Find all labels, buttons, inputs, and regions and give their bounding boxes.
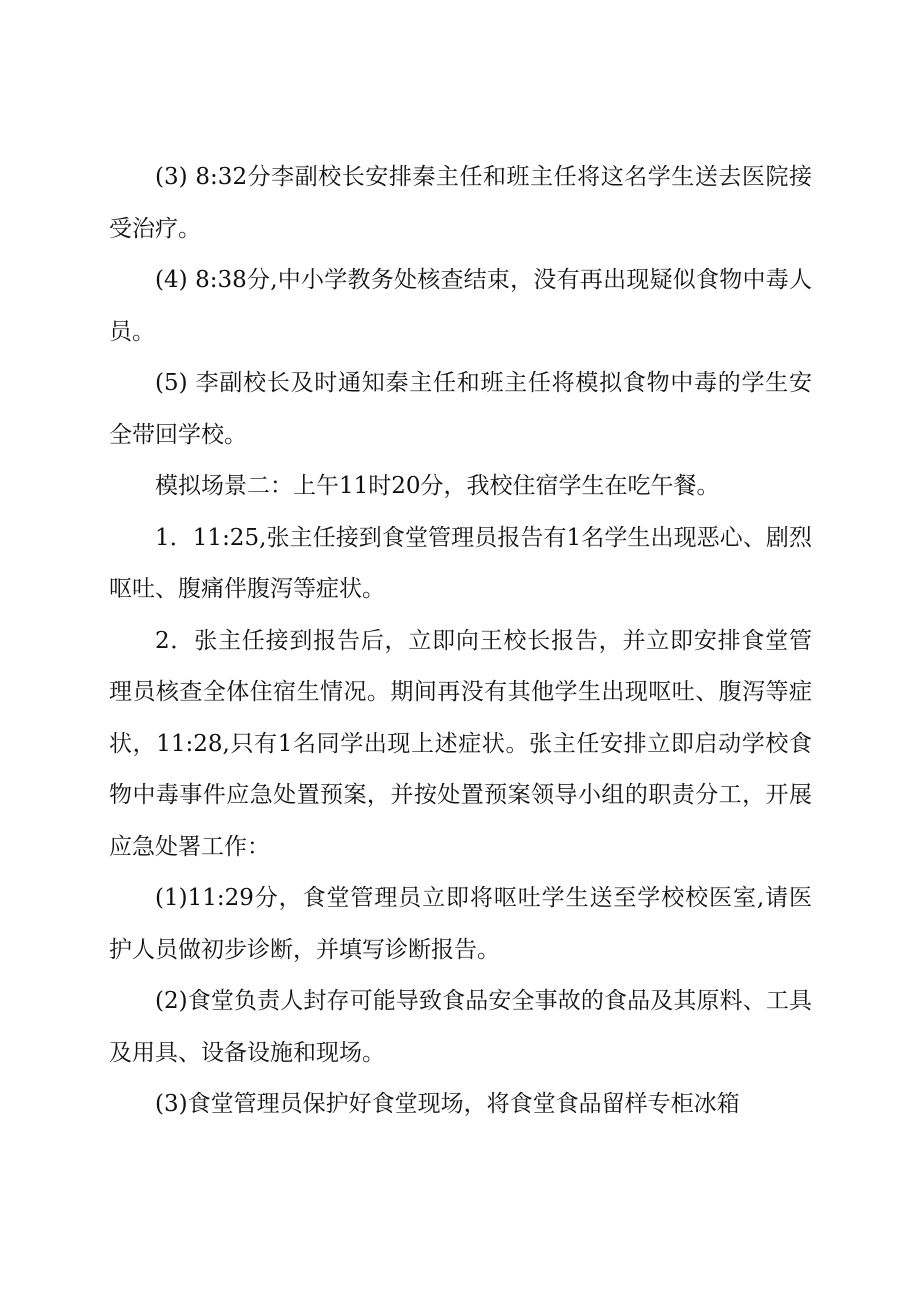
paragraph-substep-1-clinic: (1)11:29分，食堂管理员立即将呕吐学生送至学校校医室,请医护人员做初步诊断，并填写诊断报告。	[109, 885, 812, 963]
paragraph-scenario-two: 模拟场景二：上午11时20分，我校住宿学生在吃午餐。	[155, 473, 720, 499]
paragraph-step-4-check-complete: (4) 8:38分,中小学教务处核查结束，没有再出现疑似食物中毒人员。	[109, 267, 812, 345]
paragraph-item-1-report: 1．11:25,张主任接到食堂管理员报告有1名学生出现恶心、剧烈呕吐、腹痛伴腹泻等症状。	[109, 524, 812, 602]
document-body	[109, 152, 812, 1131]
paragraph-substep-2-seal: (2)食堂负责人封存可能导致食品安全事故的食品及其原料、工具及用具、设备设施和现场。	[109, 988, 812, 1066]
paragraph-step-3-hospital: (3) 8:32分李副校长安排秦主任和班主任将这名学生送去医院接受治疗。	[109, 164, 812, 242]
paragraph-substep-3-protect: (3)食堂管理员保护好食堂现场，将食堂食品留样专柜冰箱	[155, 1091, 740, 1117]
paragraph-item-2-response: 2．张主任接到报告后，立即向王校长报告，并立即安排食堂管理员核查全体住宿生情况。期间再没有其他学生出现呕吐、腹泻等症状，11:28,只有1名同学出现上述症状。张主任安排立即启动学校食物中毒事件应急处置预案，并按处置预案领导小组的职责分工，开展应急处署工作：	[109, 627, 812, 860]
paragraph-step-5-return: (5) 李副校长及时通知秦主任和班主任将模拟食物中毒的学生安全带回学校。	[109, 370, 812, 448]
